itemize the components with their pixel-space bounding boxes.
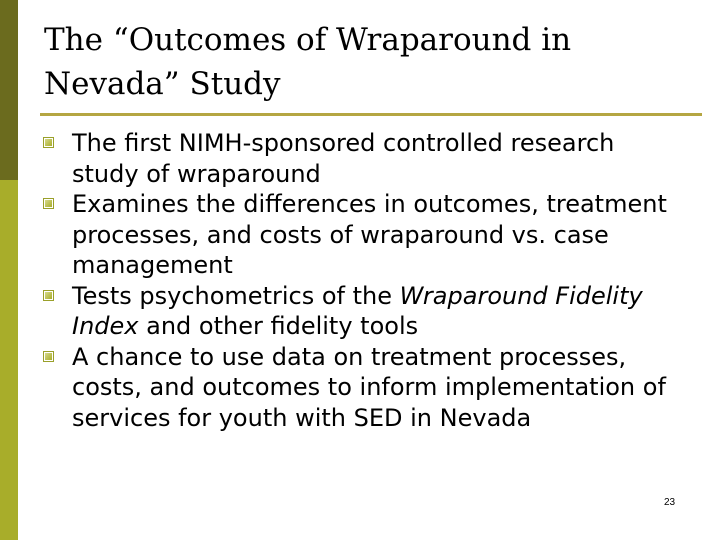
square-bullet-icon [43,137,54,148]
bullet-item [40,342,670,434]
square-bullet-icon [43,290,54,301]
bullet-text-before: Tests psychometrics of the [72,281,400,310]
bullet-list [40,128,670,433]
bullet-item [40,281,670,342]
bullet-text-after: and other fidelity tools [138,312,419,340]
slide-title [44,18,684,106]
sidebar-accent-bottom [0,180,18,540]
bullet-text: Examines the differences in outcomes, treatment processes, and costs of wraparound vs. case management [72,190,667,279]
bullet-text: The first NIMH-sponsored controlled research study of wraparound [72,129,615,188]
square-bullet-icon [43,198,54,209]
bullet-item [40,189,670,281]
bullet-text-italic: Wraparound Fidelity Index [72,281,643,340]
bullet-text: A chance to use data on treatment processes, costs, and outcomes to inform implementation of services for youth with SED in Nevada [72,342,666,432]
square-bullet-icon [43,351,54,362]
page-number: 23 [664,497,676,508]
slide-title-line-1: The “Outcomes of Wraparound in [44,22,572,58]
sidebar-accent-top [0,0,18,180]
title-divider [40,113,702,116]
bullet-item [40,128,670,189]
slide-title-line-2: Nevada” Study [44,66,281,102]
